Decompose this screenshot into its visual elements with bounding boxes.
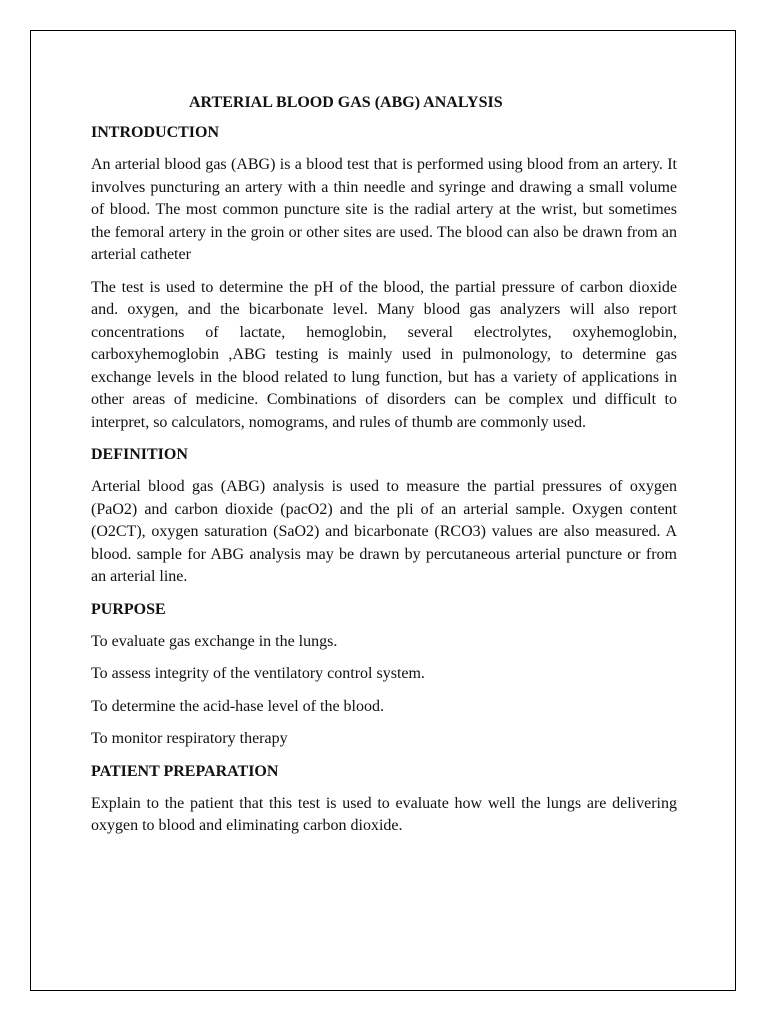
introduction-paragraph-2: The test is used to determine the pH of the blood, the partial pressure of carbon dioxide and. oxygen, and the bicarbonate level. Many blood gas analyzers will also report concentrations of lactate, hemoglobin, several electrolytes, oxyhemoglobin, carboxyhemoglobin ,ABG testing is mainly used in pulmonology, to determine gas exchange levels in the blood related to lung function, but has a variety of applications in other areas of medicine. Combinations of disorders can be complex und difficult to interpret, so calculators, nomograms, and rules of thumb are commonly used. (91, 278, 677, 431)
section-heading-introduction: INTRODUCTION (91, 124, 220, 141)
document-title: ARTERIAL BLOOD GAS (ABG) ANALYSIS (189, 94, 503, 111)
purpose-item-3: To determine the acid-hase level of the blood. (91, 697, 384, 715)
purpose-item-1: To evaluate gas exchange in the lungs. (91, 632, 338, 650)
definition-paragraph: Arterial blood gas (ABG) analysis is used to measure the partial pressures of oxygen (PaO2) and carbon dioxide (pacO2) and the pli of an arterial sample. Oxygen content (O2CT), oxygen saturation (SaO2) and bicarbonate (RCO3) values are also measured. A blood. sample for ABG analysis may be drawn by percutaneous arterial puncture or from an arterial line. (91, 478, 677, 585)
purpose-item-4: To monitor respiratory therapy (91, 730, 288, 747)
purpose-item-2: To assess integrity of the ventilatory control system. (91, 665, 425, 682)
patient-preparation-paragraph: Explain to the patient that this test is used to evaluate how well the lungs are delivering oxygen to blood and eliminating carbon dioxide. (91, 794, 677, 834)
section-heading-purpose: PURPOSE (91, 600, 166, 618)
section-heading-patient-preparation: PATIENT PREPARATION (91, 762, 279, 780)
introduction-paragraph-1: An arterial blood gas (ABG) is a blood test that is performed using blood from an artery. It involves puncturing an artery with a thin needle and syringe and drawing a small volume of blood. The most common puncture site is the radial artery at the wrist, but sometimes the femoral artery in the groin or other sites are used. The blood can also be drawn from an arterial catheter (91, 156, 677, 263)
section-heading-definition: DEFINITION (91, 446, 188, 463)
document-body (91, 92, 677, 848)
